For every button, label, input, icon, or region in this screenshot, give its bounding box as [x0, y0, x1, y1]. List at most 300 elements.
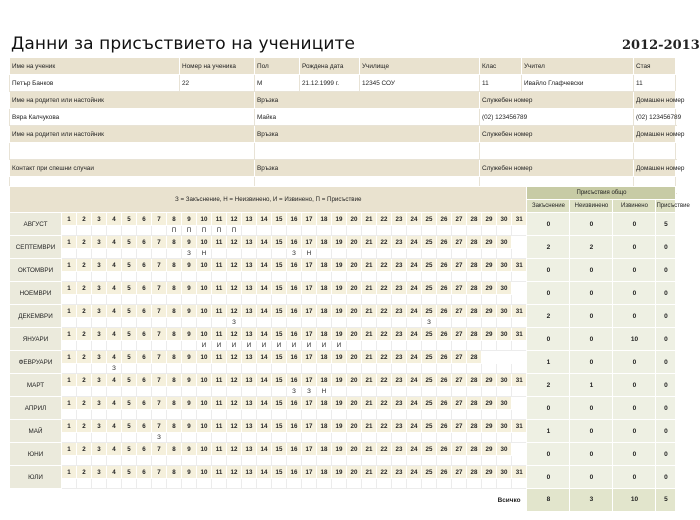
attendance-mark-cell[interactable] — [347, 364, 362, 374]
parent2-home-phone-cell[interactable] — [634, 143, 676, 160]
attendance-mark-cell[interactable] — [92, 410, 107, 420]
attendance-mark-cell[interactable] — [167, 295, 182, 305]
attendance-mark-cell[interactable] — [212, 318, 227, 328]
attendance-mark-cell[interactable] — [377, 226, 392, 236]
attendance-mark-cell[interactable] — [377, 272, 392, 282]
attendance-mark-cell[interactable] — [452, 410, 467, 420]
attendance-mark-cell[interactable]: И — [197, 341, 212, 351]
attendance-mark-cell[interactable] — [467, 226, 482, 236]
attendance-mark-cell[interactable] — [287, 295, 302, 305]
attendance-mark-cell[interactable] — [407, 295, 422, 305]
attendance-mark-cell[interactable] — [497, 479, 512, 489]
attendance-mark-cell[interactable] — [317, 456, 332, 466]
attendance-mark-cell[interactable] — [197, 364, 212, 374]
attendance-mark-cell[interactable] — [182, 433, 197, 443]
attendance-mark-cell[interactable] — [257, 456, 272, 466]
attendance-mark-cell[interactable] — [452, 387, 467, 397]
attendance-mark-cell[interactable] — [362, 479, 377, 489]
attendance-mark-cell[interactable] — [482, 456, 497, 466]
attendance-mark-cell[interactable] — [452, 318, 467, 328]
attendance-mark-cell[interactable]: И — [317, 341, 332, 351]
attendance-mark-cell[interactable] — [422, 387, 437, 397]
attendance-mark-cell[interactable] — [122, 433, 137, 443]
attendance-mark-cell[interactable] — [152, 272, 167, 282]
attendance-mark-cell[interactable]: З — [287, 249, 302, 259]
attendance-mark-cell[interactable] — [257, 410, 272, 420]
attendance-mark-cell[interactable] — [272, 387, 287, 397]
attendance-mark-cell[interactable] — [362, 433, 377, 443]
attendance-mark-cell[interactable] — [392, 295, 407, 305]
attendance-mark-cell[interactable] — [62, 456, 77, 466]
attendance-mark-cell[interactable]: З — [227, 318, 242, 328]
attendance-mark-cell[interactable] — [422, 456, 437, 466]
attendance-mark-cell[interactable] — [107, 456, 122, 466]
attendance-mark-cell[interactable]: П — [227, 226, 242, 236]
teacher-cell[interactable]: Ивайло Глафчевски — [522, 75, 634, 92]
attendance-mark-cell[interactable] — [152, 341, 167, 351]
attendance-mark-cell[interactable] — [257, 433, 272, 443]
attendance-mark-cell[interactable] — [137, 318, 152, 328]
attendance-mark-cell[interactable] — [437, 341, 452, 351]
attendance-mark-cell[interactable] — [137, 341, 152, 351]
attendance-mark-cell[interactable] — [212, 433, 227, 443]
attendance-mark-cell[interactable] — [437, 479, 452, 489]
attendance-mark-cell[interactable] — [242, 249, 257, 259]
attendance-mark-cell[interactable] — [422, 295, 437, 305]
attendance-mark-cell[interactable] — [107, 318, 122, 328]
attendance-mark-cell[interactable]: И — [332, 341, 347, 351]
attendance-mark-cell[interactable] — [362, 295, 377, 305]
attendance-mark-cell[interactable] — [212, 295, 227, 305]
attendance-mark-cell[interactable] — [137, 364, 152, 374]
attendance-mark-cell[interactable] — [407, 364, 422, 374]
attendance-mark-cell[interactable] — [122, 456, 137, 466]
attendance-mark-cell[interactable] — [512, 226, 527, 236]
attendance-mark-cell[interactable] — [107, 295, 122, 305]
attendance-mark-cell[interactable] — [62, 272, 77, 282]
attendance-mark-cell[interactable] — [257, 364, 272, 374]
attendance-mark-cell[interactable] — [77, 341, 92, 351]
attendance-mark-cell[interactable] — [317, 433, 332, 443]
attendance-mark-cell[interactable] — [137, 410, 152, 420]
attendance-mark-cell[interactable] — [347, 387, 362, 397]
attendance-mark-cell[interactable] — [182, 318, 197, 328]
attendance-mark-cell[interactable] — [377, 318, 392, 328]
attendance-mark-cell[interactable] — [377, 410, 392, 420]
attendance-mark-cell[interactable] — [137, 272, 152, 282]
attendance-mark-cell[interactable] — [467, 341, 482, 351]
attendance-mark-cell[interactable] — [257, 387, 272, 397]
attendance-mark-cell[interactable] — [467, 318, 482, 328]
attendance-mark-cell[interactable] — [497, 456, 512, 466]
attendance-mark-cell[interactable] — [122, 318, 137, 328]
parent1-home-phone-cell[interactable]: (02) 123456789 — [634, 109, 676, 126]
attendance-mark-cell[interactable] — [227, 433, 242, 443]
attendance-mark-cell[interactable] — [242, 433, 257, 443]
attendance-mark-cell[interactable] — [422, 410, 437, 420]
attendance-mark-cell[interactable] — [212, 479, 227, 489]
attendance-mark-cell[interactable] — [512, 387, 527, 397]
attendance-mark-cell[interactable] — [332, 387, 347, 397]
attendance-mark-cell[interactable] — [257, 249, 272, 259]
attendance-mark-cell[interactable] — [422, 433, 437, 443]
attendance-mark-cell[interactable] — [287, 433, 302, 443]
attendance-mark-cell[interactable] — [92, 387, 107, 397]
attendance-mark-cell[interactable] — [242, 410, 257, 420]
attendance-mark-cell[interactable] — [287, 226, 302, 236]
attendance-mark-cell[interactable] — [512, 456, 527, 466]
attendance-mark-cell[interactable] — [62, 226, 77, 236]
attendance-mark-cell[interactable] — [212, 387, 227, 397]
attendance-mark-cell[interactable] — [92, 272, 107, 282]
attendance-mark-cell[interactable] — [287, 479, 302, 489]
attendance-mark-cell[interactable] — [197, 272, 212, 282]
attendance-mark-cell[interactable] — [272, 364, 287, 374]
attendance-mark-cell[interactable] — [437, 410, 452, 420]
attendance-mark-cell[interactable] — [62, 249, 77, 259]
parent1-work-phone-cell[interactable]: (02) 123456789 — [480, 109, 634, 126]
attendance-mark-cell[interactable] — [452, 364, 467, 374]
attendance-mark-cell[interactable] — [377, 295, 392, 305]
attendance-mark-cell[interactable] — [167, 341, 182, 351]
attendance-mark-cell[interactable] — [77, 364, 92, 374]
attendance-mark-cell[interactable] — [302, 226, 317, 236]
attendance-mark-cell[interactable] — [152, 295, 167, 305]
attendance-mark-cell[interactable] — [302, 272, 317, 282]
attendance-mark-cell[interactable] — [152, 226, 167, 236]
attendance-mark-cell[interactable] — [437, 387, 452, 397]
attendance-mark-cell[interactable] — [437, 433, 452, 443]
attendance-mark-cell[interactable] — [392, 272, 407, 282]
attendance-mark-cell[interactable] — [377, 387, 392, 397]
attendance-mark-cell[interactable] — [152, 387, 167, 397]
attendance-mark-cell[interactable] — [302, 433, 317, 443]
attendance-mark-cell[interactable] — [92, 433, 107, 443]
attendance-mark-cell[interactable] — [242, 479, 257, 489]
attendance-mark-cell[interactable] — [227, 295, 242, 305]
attendance-mark-cell[interactable] — [272, 410, 287, 420]
attendance-mark-cell[interactable] — [317, 249, 332, 259]
attendance-mark-cell[interactable] — [272, 226, 287, 236]
attendance-mark-cell[interactable] — [347, 272, 362, 282]
class-cell[interactable]: 11 — [480, 75, 522, 92]
attendance-mark-cell[interactable] — [227, 410, 242, 420]
attendance-mark-cell[interactable]: И — [272, 341, 287, 351]
attendance-mark-cell[interactable] — [257, 318, 272, 328]
attendance-mark-cell[interactable] — [62, 433, 77, 443]
parent2-relation-cell[interactable] — [255, 143, 480, 160]
attendance-mark-cell[interactable] — [107, 387, 122, 397]
attendance-mark-cell[interactable] — [392, 341, 407, 351]
attendance-mark-cell[interactable] — [287, 410, 302, 420]
attendance-mark-cell[interactable] — [467, 295, 482, 305]
attendance-mark-cell[interactable] — [467, 456, 482, 466]
attendance-mark-cell[interactable] — [332, 364, 347, 374]
attendance-mark-cell[interactable] — [407, 433, 422, 443]
attendance-mark-cell[interactable] — [482, 249, 497, 259]
attendance-mark-cell[interactable] — [77, 226, 92, 236]
attendance-mark-cell[interactable] — [497, 410, 512, 420]
attendance-mark-cell[interactable] — [167, 249, 182, 259]
attendance-mark-cell[interactable] — [182, 387, 197, 397]
attendance-mark-cell[interactable] — [302, 318, 317, 328]
parent1-name-cell[interactable]: Вяра Калчукова — [10, 109, 255, 126]
school-cell[interactable]: 12345 СОУ — [360, 75, 480, 92]
attendance-mark-cell[interactable] — [302, 410, 317, 420]
attendance-mark-cell[interactable] — [347, 479, 362, 489]
attendance-mark-cell[interactable] — [377, 456, 392, 466]
attendance-mark-cell[interactable] — [347, 249, 362, 259]
attendance-mark-cell[interactable] — [257, 295, 272, 305]
attendance-mark-cell[interactable] — [242, 387, 257, 397]
attendance-mark-cell[interactable] — [242, 295, 257, 305]
attendance-mark-cell[interactable] — [362, 387, 377, 397]
attendance-mark-cell[interactable] — [212, 410, 227, 420]
attendance-mark-cell[interactable] — [167, 410, 182, 420]
attendance-mark-cell[interactable] — [497, 364, 512, 374]
attendance-mark-cell[interactable] — [422, 479, 437, 489]
attendance-mark-cell[interactable] — [407, 226, 422, 236]
attendance-mark-cell[interactable] — [332, 295, 347, 305]
attendance-mark-cell[interactable] — [467, 387, 482, 397]
attendance-mark-cell[interactable] — [122, 249, 137, 259]
attendance-mark-cell[interactable] — [332, 272, 347, 282]
attendance-mark-cell[interactable] — [77, 410, 92, 420]
attendance-mark-cell[interactable] — [197, 479, 212, 489]
attendance-mark-cell[interactable] — [512, 364, 527, 374]
attendance-mark-cell[interactable] — [257, 226, 272, 236]
attendance-mark-cell[interactable] — [182, 295, 197, 305]
parent1-relation-cell[interactable]: Майка — [255, 109, 480, 126]
attendance-mark-cell[interactable] — [512, 249, 527, 259]
attendance-mark-cell[interactable]: И — [302, 341, 317, 351]
attendance-mark-cell[interactable] — [197, 387, 212, 397]
attendance-mark-cell[interactable] — [242, 272, 257, 282]
attendance-mark-cell[interactable] — [467, 433, 482, 443]
attendance-mark-cell[interactable] — [317, 295, 332, 305]
attendance-mark-cell[interactable] — [287, 456, 302, 466]
attendance-mark-cell[interactable] — [137, 249, 152, 259]
attendance-mark-cell[interactable] — [152, 364, 167, 374]
attendance-mark-cell[interactable] — [407, 249, 422, 259]
attendance-mark-cell[interactable] — [497, 249, 512, 259]
attendance-mark-cell[interactable] — [227, 387, 242, 397]
attendance-mark-cell[interactable] — [407, 318, 422, 328]
attendance-mark-cell[interactable] — [512, 433, 527, 443]
attendance-mark-cell[interactable] — [347, 226, 362, 236]
attendance-mark-cell[interactable] — [272, 318, 287, 328]
attendance-mark-cell[interactable] — [347, 433, 362, 443]
attendance-mark-cell[interactable] — [452, 433, 467, 443]
attendance-mark-cell[interactable] — [197, 433, 212, 443]
attendance-mark-cell[interactable]: П — [182, 226, 197, 236]
attendance-mark-cell[interactable] — [482, 433, 497, 443]
attendance-mark-cell[interactable] — [332, 318, 347, 328]
attendance-mark-cell[interactable]: Н — [317, 387, 332, 397]
attendance-mark-cell[interactable] — [512, 318, 527, 328]
attendance-mark-cell[interactable] — [182, 479, 197, 489]
attendance-mark-cell[interactable] — [332, 456, 347, 466]
attendance-mark-cell[interactable] — [182, 410, 197, 420]
attendance-mark-cell[interactable] — [92, 226, 107, 236]
attendance-mark-cell[interactable] — [227, 249, 242, 259]
attendance-mark-cell[interactable] — [92, 318, 107, 328]
attendance-mark-cell[interactable] — [482, 318, 497, 328]
attendance-mark-cell[interactable]: З — [152, 433, 167, 443]
attendance-mark-cell[interactable] — [137, 387, 152, 397]
attendance-mark-cell[interactable] — [512, 479, 527, 489]
attendance-mark-cell[interactable] — [137, 433, 152, 443]
attendance-mark-cell[interactable] — [212, 456, 227, 466]
attendance-mark-cell[interactable] — [182, 272, 197, 282]
attendance-mark-cell[interactable] — [422, 364, 437, 374]
attendance-mark-cell[interactable] — [227, 479, 242, 489]
attendance-mark-cell[interactable] — [77, 433, 92, 443]
attendance-mark-cell[interactable] — [452, 226, 467, 236]
attendance-mark-cell[interactable] — [92, 249, 107, 259]
attendance-mark-cell[interactable] — [92, 295, 107, 305]
attendance-mark-cell[interactable] — [482, 341, 497, 351]
attendance-mark-cell[interactable] — [332, 433, 347, 443]
attendance-mark-cell[interactable] — [437, 456, 452, 466]
attendance-mark-cell[interactable] — [392, 479, 407, 489]
attendance-mark-cell[interactable] — [467, 272, 482, 282]
attendance-mark-cell[interactable] — [317, 479, 332, 489]
attendance-mark-cell[interactable] — [62, 410, 77, 420]
attendance-mark-cell[interactable] — [347, 295, 362, 305]
attendance-mark-cell[interactable] — [317, 410, 332, 420]
attendance-mark-cell[interactable] — [107, 433, 122, 443]
attendance-mark-cell[interactable] — [212, 364, 227, 374]
attendance-mark-cell[interactable] — [257, 479, 272, 489]
parent2-name-cell[interactable] — [10, 143, 255, 160]
attendance-mark-cell[interactable] — [197, 456, 212, 466]
attendance-mark-cell[interactable] — [407, 387, 422, 397]
attendance-mark-cell[interactable] — [272, 479, 287, 489]
attendance-mark-cell[interactable] — [467, 364, 482, 374]
attendance-mark-cell[interactable] — [152, 318, 167, 328]
attendance-mark-cell[interactable] — [182, 456, 197, 466]
attendance-mark-cell[interactable] — [92, 456, 107, 466]
attendance-mark-cell[interactable] — [122, 226, 137, 236]
attendance-mark-cell[interactable] — [467, 479, 482, 489]
attendance-mark-cell[interactable] — [482, 479, 497, 489]
attendance-mark-cell[interactable] — [332, 249, 347, 259]
attendance-mark-cell[interactable] — [497, 387, 512, 397]
attendance-mark-cell[interactable] — [77, 272, 92, 282]
attendance-mark-cell[interactable] — [62, 479, 77, 489]
attendance-mark-cell[interactable] — [167, 318, 182, 328]
attendance-mark-cell[interactable] — [107, 479, 122, 489]
attendance-mark-cell[interactable] — [242, 318, 257, 328]
attendance-mark-cell[interactable] — [437, 318, 452, 328]
attendance-mark-cell[interactable] — [167, 272, 182, 282]
attendance-mark-cell[interactable] — [437, 249, 452, 259]
attendance-mark-cell[interactable] — [167, 364, 182, 374]
attendance-mark-cell[interactable] — [272, 295, 287, 305]
birth-date-cell[interactable]: 21.12.1999 г. — [300, 75, 360, 92]
attendance-mark-cell[interactable] — [122, 295, 137, 305]
attendance-mark-cell[interactable] — [302, 364, 317, 374]
attendance-mark-cell[interactable] — [77, 456, 92, 466]
attendance-mark-cell[interactable] — [197, 410, 212, 420]
attendance-mark-cell[interactable] — [137, 479, 152, 489]
attendance-mark-cell[interactable] — [422, 341, 437, 351]
attendance-mark-cell[interactable] — [227, 364, 242, 374]
attendance-mark-cell[interactable] — [437, 226, 452, 236]
attendance-mark-cell[interactable] — [107, 410, 122, 420]
attendance-mark-cell[interactable] — [497, 272, 512, 282]
attendance-mark-cell[interactable] — [497, 226, 512, 236]
attendance-mark-cell[interactable] — [482, 387, 497, 397]
attendance-mark-cell[interactable] — [167, 387, 182, 397]
attendance-mark-cell[interactable] — [62, 341, 77, 351]
attendance-mark-cell[interactable] — [332, 410, 347, 420]
attendance-mark-cell[interactable] — [152, 410, 167, 420]
attendance-mark-cell[interactable] — [62, 387, 77, 397]
attendance-mark-cell[interactable] — [167, 456, 182, 466]
attendance-mark-cell[interactable] — [122, 410, 137, 420]
attendance-mark-cell[interactable]: З — [302, 387, 317, 397]
attendance-mark-cell[interactable] — [407, 479, 422, 489]
attendance-mark-cell[interactable] — [317, 226, 332, 236]
attendance-mark-cell[interactable] — [122, 387, 137, 397]
attendance-mark-cell[interactable] — [152, 249, 167, 259]
attendance-mark-cell[interactable] — [452, 456, 467, 466]
attendance-mark-cell[interactable] — [362, 272, 377, 282]
attendance-mark-cell[interactable] — [497, 318, 512, 328]
attendance-mark-cell[interactable] — [512, 410, 527, 420]
attendance-mark-cell[interactable] — [392, 387, 407, 397]
attendance-mark-cell[interactable]: З — [107, 364, 122, 374]
attendance-mark-cell[interactable] — [362, 249, 377, 259]
attendance-mark-cell[interactable] — [497, 433, 512, 443]
student-number-cell[interactable]: 22 — [180, 75, 255, 92]
attendance-mark-cell[interactable] — [512, 295, 527, 305]
attendance-mark-cell[interactable] — [452, 479, 467, 489]
attendance-mark-cell[interactable] — [152, 479, 167, 489]
attendance-mark-cell[interactable] — [77, 295, 92, 305]
attendance-mark-cell[interactable] — [347, 410, 362, 420]
attendance-mark-cell[interactable] — [272, 249, 287, 259]
attendance-mark-cell[interactable] — [227, 272, 242, 282]
attendance-mark-cell[interactable] — [92, 479, 107, 489]
attendance-mark-cell[interactable] — [287, 272, 302, 282]
attendance-mark-cell[interactable]: И — [227, 341, 242, 351]
attendance-mark-cell[interactable]: З — [422, 318, 437, 328]
attendance-mark-cell[interactable] — [182, 341, 197, 351]
attendance-mark-cell[interactable] — [392, 456, 407, 466]
attendance-mark-cell[interactable] — [392, 318, 407, 328]
gender-cell[interactable]: М — [255, 75, 300, 92]
attendance-mark-cell[interactable] — [62, 318, 77, 328]
attendance-mark-cell[interactable] — [377, 433, 392, 443]
attendance-mark-cell[interactable] — [467, 410, 482, 420]
attendance-mark-cell[interactable] — [362, 364, 377, 374]
attendance-mark-cell[interactable] — [362, 456, 377, 466]
attendance-mark-cell[interactable] — [482, 295, 497, 305]
attendance-mark-cell[interactable] — [137, 295, 152, 305]
attendance-mark-cell[interactable]: И — [212, 341, 227, 351]
attendance-mark-cell[interactable] — [212, 272, 227, 282]
attendance-mark-cell[interactable]: Н — [197, 249, 212, 259]
attendance-mark-cell[interactable] — [197, 318, 212, 328]
attendance-mark-cell[interactable] — [392, 364, 407, 374]
attendance-mark-cell[interactable] — [482, 226, 497, 236]
attendance-mark-cell[interactable] — [302, 479, 317, 489]
attendance-mark-cell[interactable] — [272, 456, 287, 466]
attendance-mark-cell[interactable] — [287, 318, 302, 328]
